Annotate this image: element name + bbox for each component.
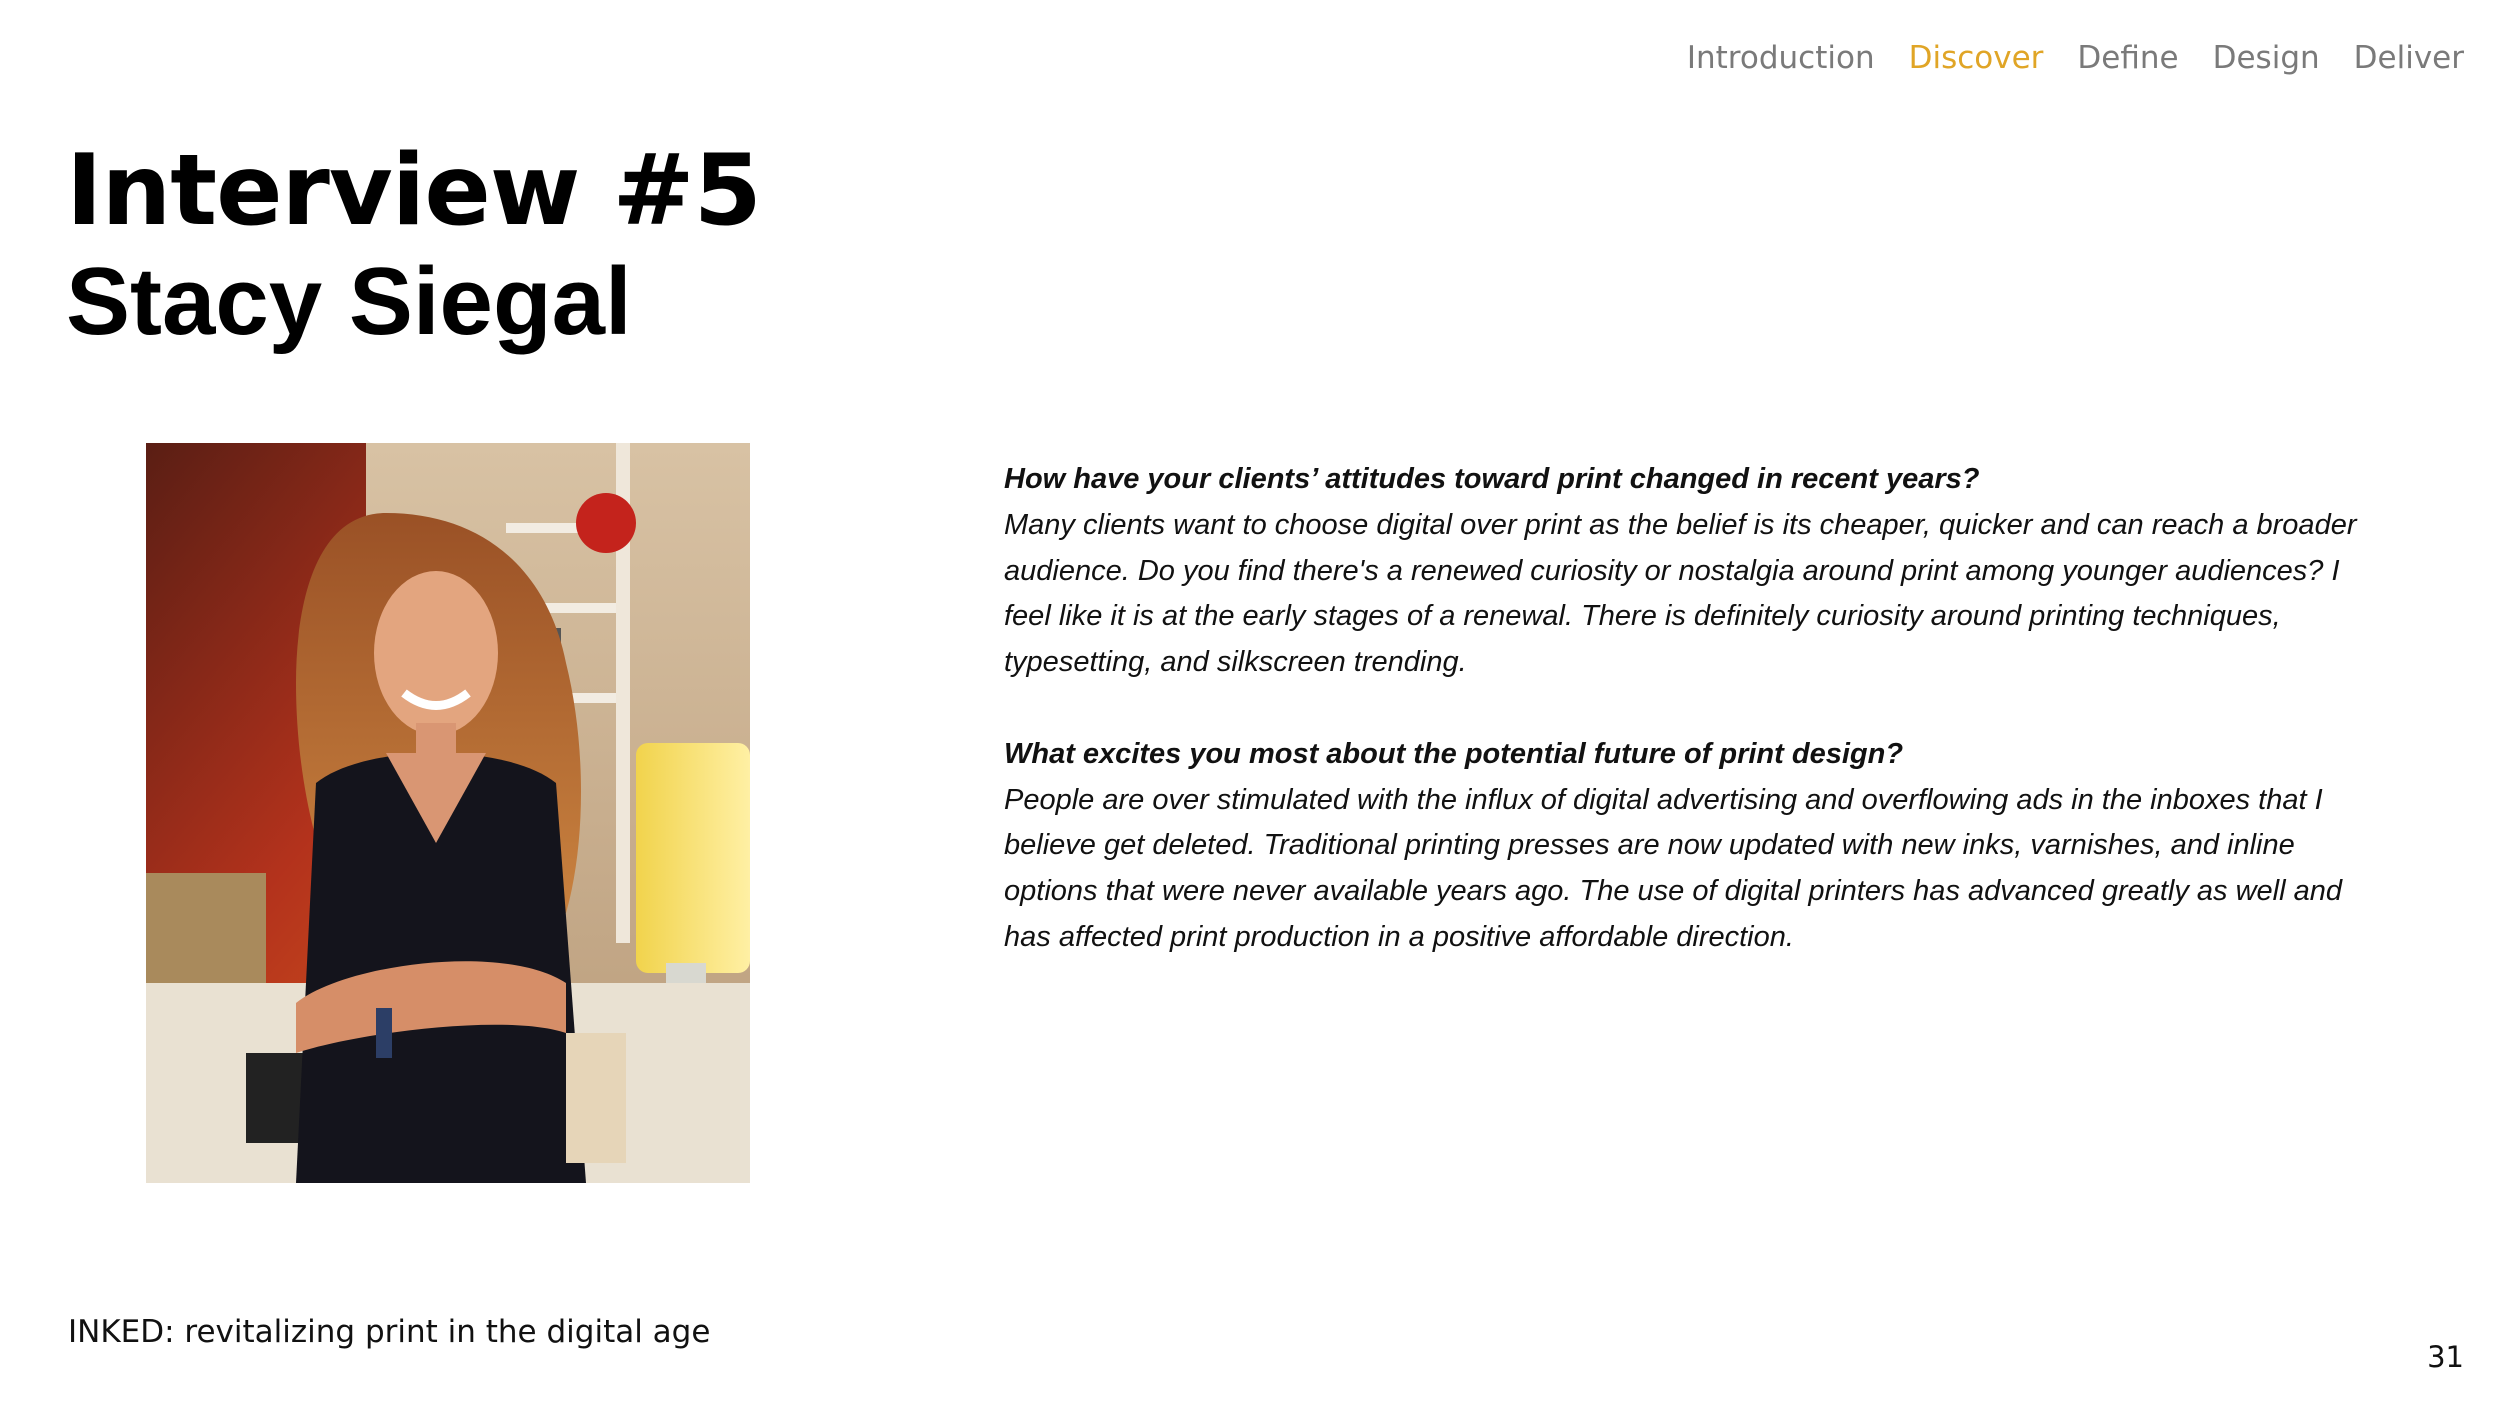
nav-item-discover[interactable]: Discover <box>1908 40 2044 76</box>
portrait-illustration <box>146 443 750 1183</box>
nav-item-define[interactable]: Define <box>2077 40 2179 76</box>
footer-title: INKED: revitalizing print in the digital age <box>68 1314 711 1350</box>
interviewee-photo <box>146 443 750 1183</box>
question-2: What excites you most about the potential future of print design? <box>1004 737 1904 770</box>
nav-item-introduction[interactable]: Introduction <box>1686 40 1875 76</box>
interviewee-name: Stacy Siegal <box>66 248 632 355</box>
question-1: How have your clients’ attitudes toward print changed in recent years? <box>1004 463 1980 495</box>
page-number: 31 <box>2427 1340 2464 1374</box>
section-nav <box>1687 40 2464 76</box>
page-title: Interview #5 <box>66 134 761 248</box>
answer-1: Many clients want to choose digital over print as the belief is its cheaper, quicker and can reach a broader audience. Do you find there's a renewed curiosity or nostalgia around print among younger audiences? I feel like it is at the early stages of a renewal. There is definitely curiosity around printing techniques, typesetting, and silkscreen trending. <box>1004 508 2357 679</box>
nav-item-deliver[interactable]: Deliver <box>2353 40 2464 76</box>
nav-item-design[interactable]: Design <box>2212 40 2320 76</box>
interview-qa <box>1004 457 2394 961</box>
qa-spacer <box>1004 686 2394 732</box>
answer-2: People are over stimulated with the influx of digital advertising and overflowing ads in the inboxes that I believe get deleted. Traditional printing presses are now updated with new inks, varnishes, and inline options that were never available years ago. The use of digital printers has advanced greatly as well and has affected print production in a positive affordable direction. <box>1004 783 2343 953</box>
